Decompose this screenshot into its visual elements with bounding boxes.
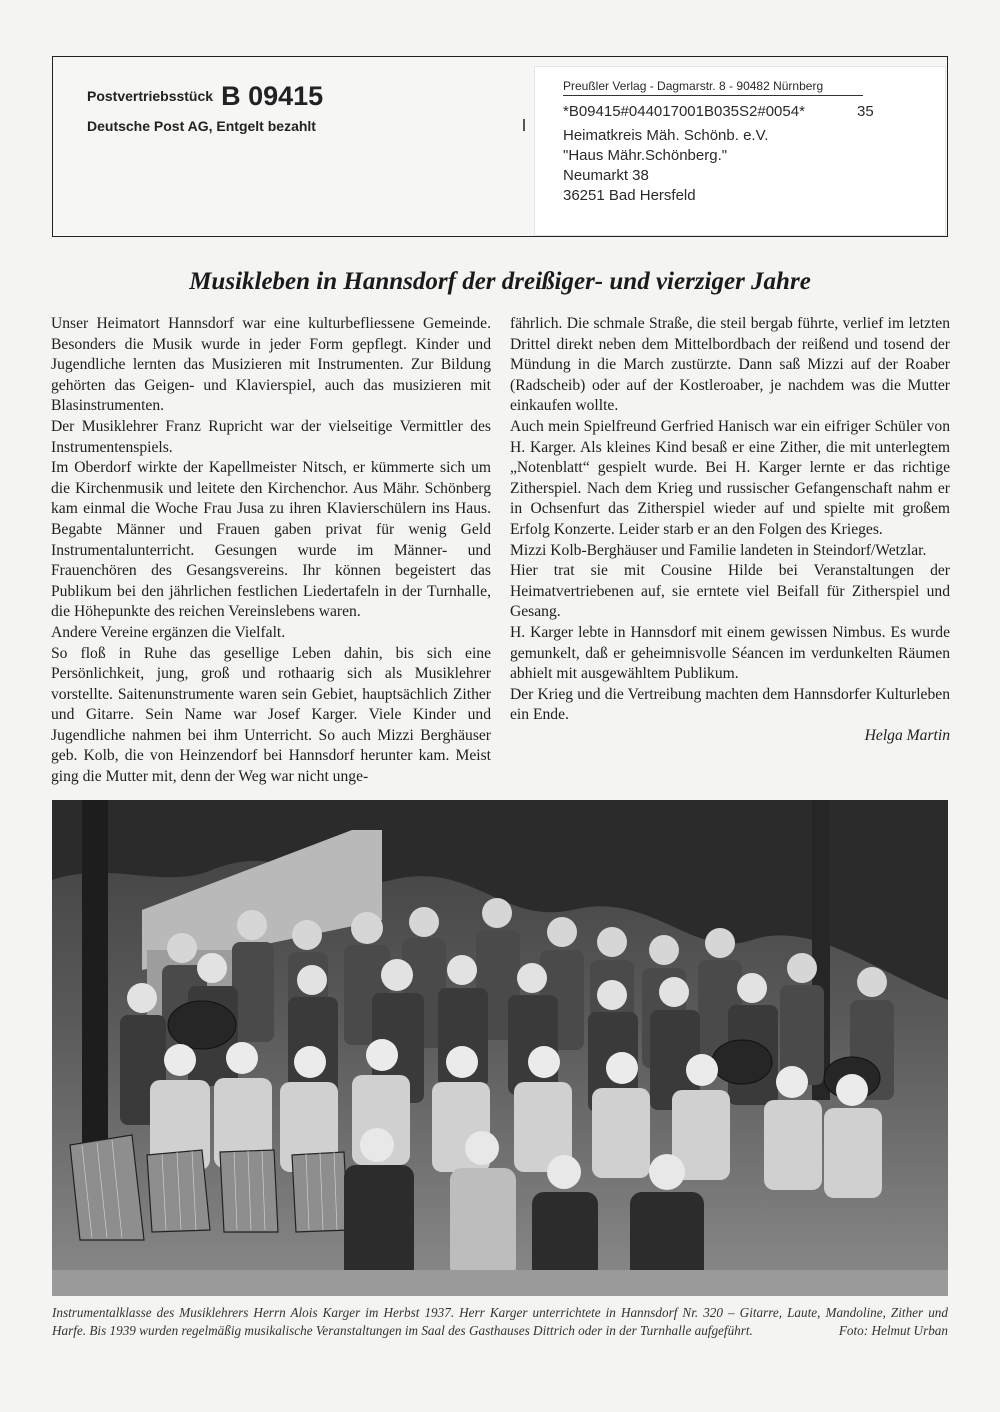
barcode-text: *B09415#044017001B035S2#0054* bbox=[563, 103, 805, 120]
paragraph: Andere Vereine ergänzen die Vielfalt. bbox=[51, 623, 286, 641]
divider-mark bbox=[523, 119, 525, 131]
paragraph: Mizzi Kolb-Berghäuser und Familie landeten in Steindorf/Wetzlar. bbox=[510, 541, 927, 559]
paragraph: H. Karger lebte in Hannsdorf mit einem gewissen Nimbus. Es wurde gemunkelt, daß er geheimnisvolle Séancen im verdunkelten Räumen abhielt mit ausgewähltem Publikum. bbox=[510, 623, 950, 683]
paragraph: Unser Heimatort Hannsdorf war eine kulturbefliessene Gemeinde. Besonders die Musik wurde in jeder Form gepflegt. Kinder und Jugendliche lernten das Musizieren mit Instrumenten. Zur Bildung gehörten das Geigen- und Klavierspiel, auch das musizieren mit Blasinstrumenten. bbox=[51, 315, 491, 415]
group-photo bbox=[52, 800, 948, 1296]
recipient-line: Neumarkt 38 bbox=[563, 167, 649, 184]
paragraph: Der Krieg und die Vertreibung machten dem Hannsdorfer Kulturleben ein Ende. bbox=[510, 685, 950, 724]
left-column bbox=[51, 314, 491, 788]
mailing-box bbox=[52, 56, 948, 237]
sender-line: Preußler Verlag - Dagmarstr. 8 - 90482 Nürnberg bbox=[563, 79, 863, 96]
address-label bbox=[535, 67, 945, 235]
article-title: Musikleben in Hannsdorf der dreißiger- und vierziger Jahre bbox=[189, 268, 811, 295]
recipient-line: Heimatkreis Mäh. Schönb. e.V. bbox=[563, 127, 769, 144]
paragraph: Der Musiklehrer Franz Rupricht war der vielseitige Vermittler des Instrumentenspiels. bbox=[51, 417, 491, 456]
copy-count: 35 bbox=[857, 103, 874, 120]
post-label: Postvertriebsstück bbox=[87, 88, 214, 104]
paragraph: Im Oberdorf wirkte der Kapellmeister Nitsch, er kümmerte sich um die Kirchenmusik und leitete den Kirchenchor. Aus Mähr. Schönberg kam einmal die Woche Frau Jusa zu ihren Klavierschülern ins Haus. Begabte Männer und Frauen gaben privat für wenig Geld Instrumentalunterricht. Gesungen wurde im Männer- und Frauenchören des Gesangsvereins. Ihr können begeistert das Publikum bei den jährlichen festlichen Liedertafeln in der Turnhalle, die Höhepunkte des reichen Vereinslebens waren. bbox=[51, 459, 491, 621]
recipient-line: "Haus Mähr.Schönberg." bbox=[563, 147, 728, 164]
post-fee-text: Deutsche Post AG, Entgelt bezahlt bbox=[87, 118, 316, 134]
photo-credit: Foto: Helmut Urban bbox=[838, 1322, 948, 1338]
photo-illustration bbox=[52, 800, 948, 1296]
post-code: B 09415 bbox=[221, 81, 324, 111]
postvertrieb-line bbox=[87, 81, 323, 112]
paragraph: fährlich. Die schmale Straße, die steil bergab führte, verlief im letzten Drittel direkt neben dem Mittelbordbach der reißend und tosend der Mündung in die March zustürzte. Dann saß Mizzi auf der Roaber (Radscheib) oder auf der Kostleroaber, je nachdem was die Mutter einkaufen wollte. bbox=[510, 315, 950, 415]
caption-text: Instrumentalklasse des Musiklehrers Herrn Alois Karger im Herbst 1937. Herr Karger unterrichtete in Hannsdorf Nr. 320 – Gitarre, Laute, Mandoline, Zither und Harfe. Bis 1939 wurden regelmäßig musikalische Veranstaltungen im Saal des Gasthauses Dittrich oder in der Turnhalle aufgeführt. bbox=[52, 1305, 948, 1338]
recipient-line: 36251 Bad Hersfeld bbox=[563, 187, 696, 204]
paragraph: So floß in Ruhe das gesellige Leben dahin, bis sich eine Persönlichkeit, jung, groß und rothaarig sich als Musiklehrer vorstellte. Saitenunstrumente waren sein Gebiet, hauptsächlich Zither und Gitarre. Sein Name war Josef Karger. Viele Kinder und Jugendliche nahmen bei ihm Unterricht. So auch Mizzi Berghäuser geb. Kolb, die von Heinzendorf bei Hannsdorf herunter kam. Meist ging die Mutter mit, denn der Weg war nicht unge- bbox=[51, 644, 491, 786]
paragraph: Auch mein Spielfreund Gerfried Hanisch war ein eifriger Schüler von H. Karger. Als kleines Kind besaß er eine Zither, die mit unterlegtem „Notenblatt“ gespielt wurde. Bei H. Karger lernte er das richtige Zitherspiel. Nach dem Krieg und russischer Gefangenschaft nahm er in Ochsenfurt das Zitherspiel wieder auf und spielte mit großem Erfolg Konzerte. Leider starb er an den Folgen des Krieges. bbox=[510, 417, 950, 538]
author-signature: Helga Martin bbox=[864, 726, 950, 744]
right-column bbox=[510, 314, 950, 746]
photo-caption bbox=[52, 1304, 948, 1339]
paragraph: Hier trat sie mit Cousine Hilde bei Veranstaltungen der Heimatvertriebenen auf, sie erntete viel Beifall für Zitherspiel und Gesang. bbox=[510, 562, 950, 621]
